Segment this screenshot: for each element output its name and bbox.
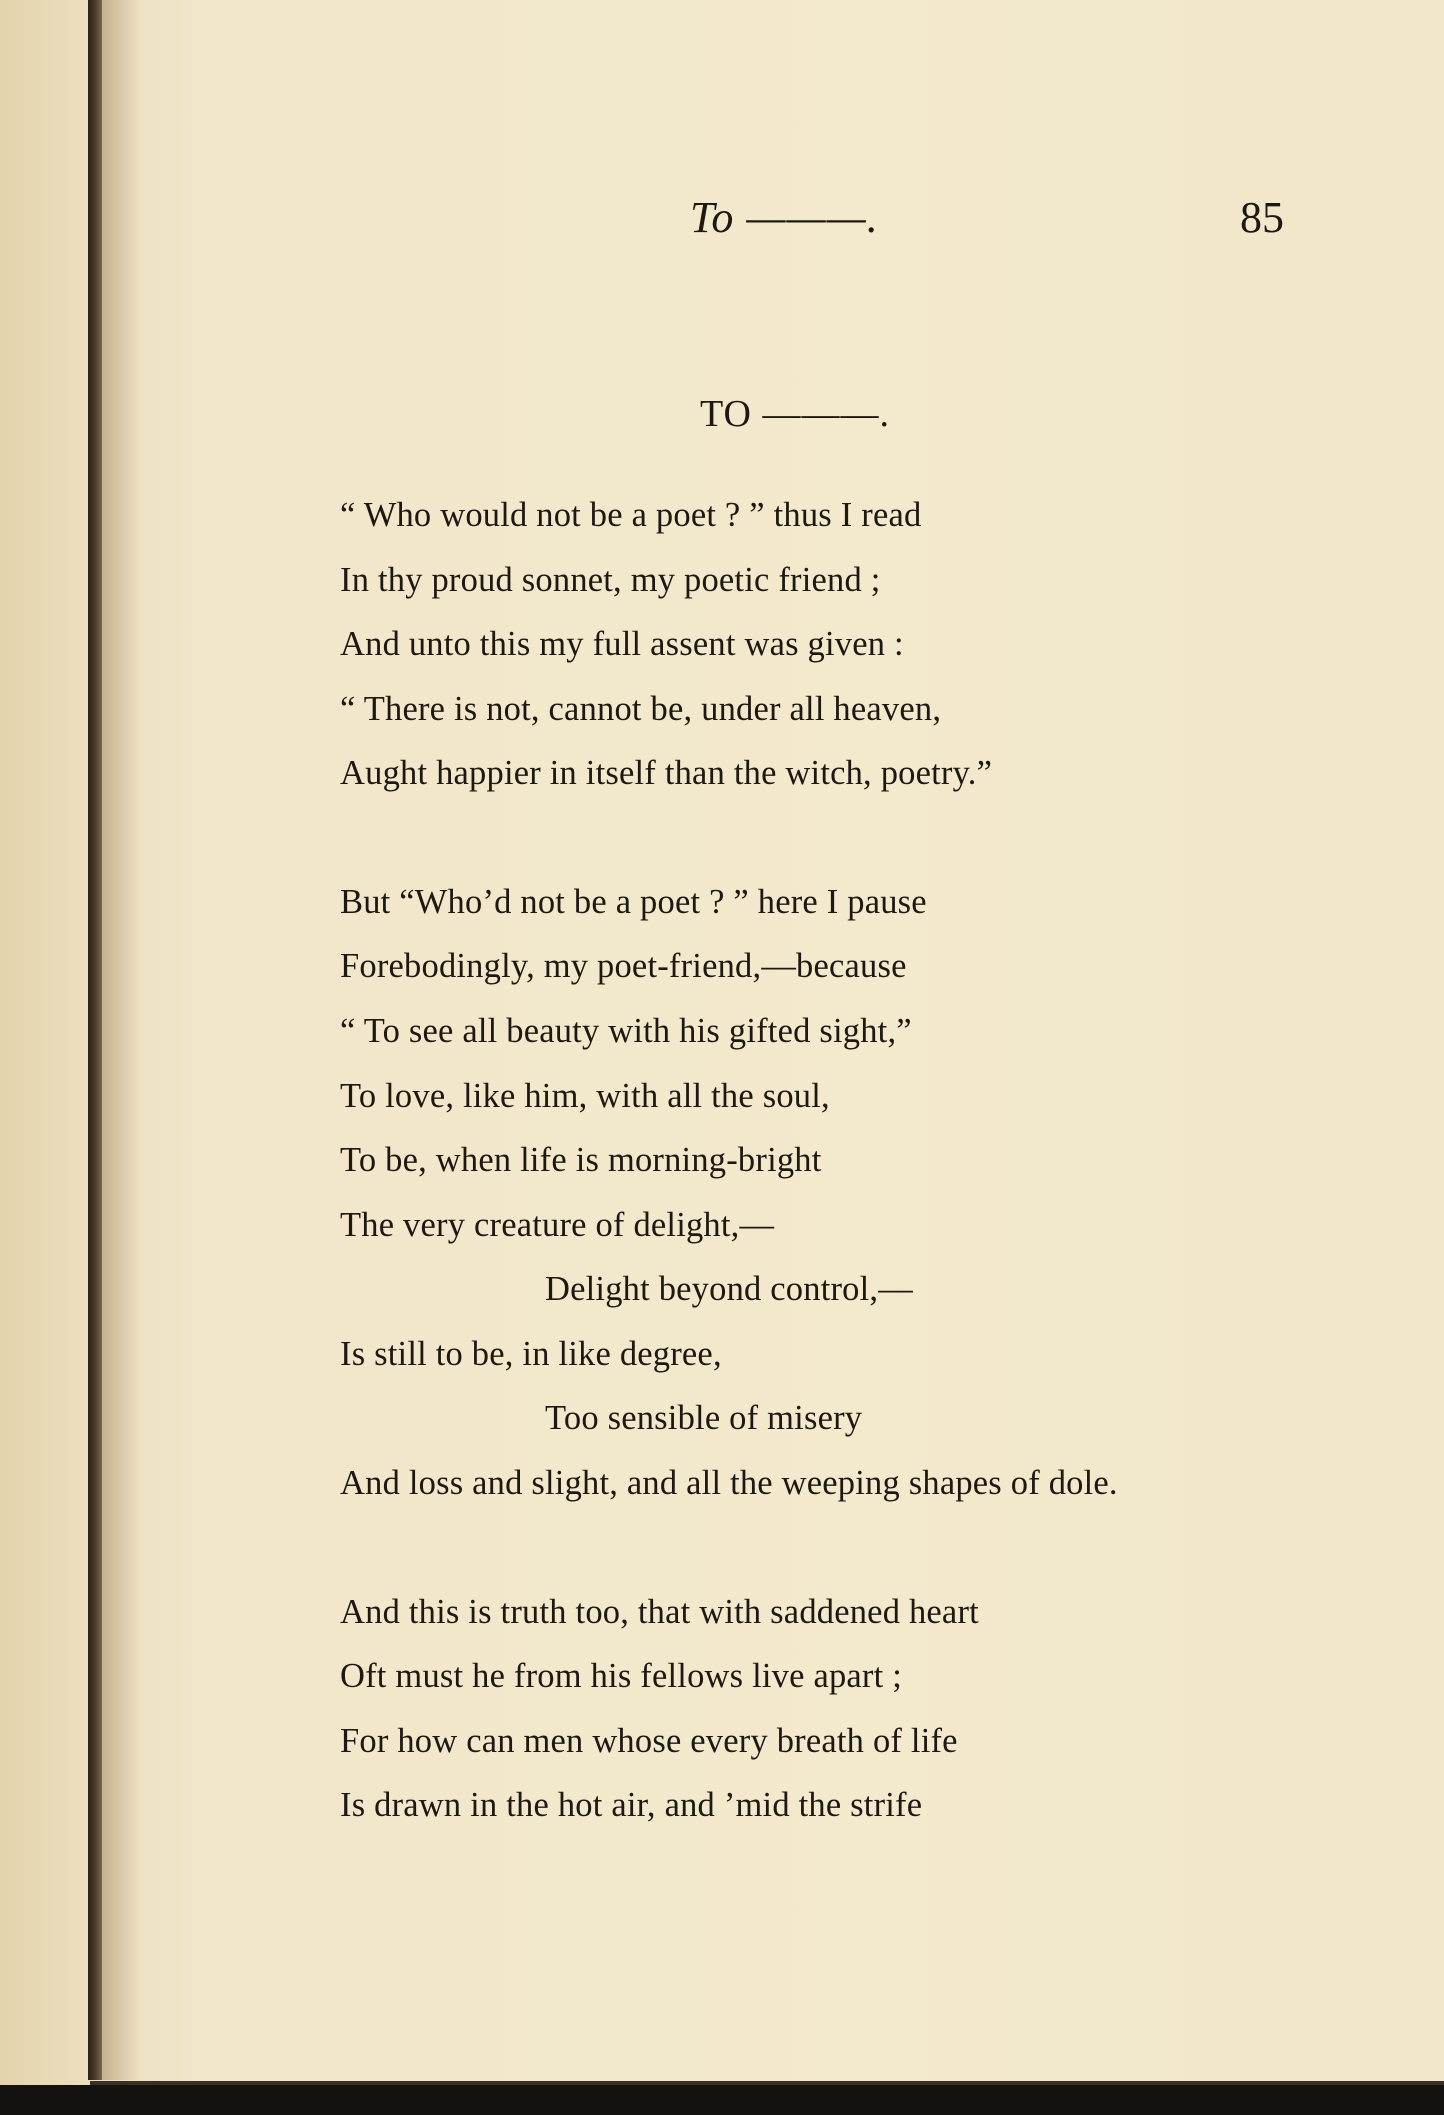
gutter-shadow: [102, 0, 142, 2080]
poem-line: “ To see all beauty with his gifted sight,”: [340, 1012, 912, 1050]
poem-line: Is drawn in the hot air, and ’mid the strife: [340, 1786, 923, 1824]
poem-line: To be, when life is morning-bright: [340, 1141, 822, 1179]
book-spine: [88, 0, 102, 2080]
poem-line: Forebodingly, my poet-friend,—because: [340, 947, 907, 985]
poem-line: Aught happier in itself than the witch, poetry.”: [340, 754, 993, 792]
page-number: 85: [1240, 193, 1284, 242]
poem-line: To love, like him, with all the soul,: [340, 1077, 830, 1115]
poem-line: And loss and slight, and all the weeping shapes of dole.: [340, 1464, 1118, 1502]
poem-line: Oft must he from his fellows live apart ;: [340, 1657, 903, 1695]
poem-line: In thy proud sonnet, my poetic friend ;: [340, 561, 881, 599]
poem-line: Delight beyond control,—: [545, 1270, 913, 1308]
poem-line: For how can men whose every breath of life: [340, 1722, 958, 1760]
poem-line: “ Who would not be a poet ? ” thus I read: [340, 496, 922, 534]
poem-line: “ There is not, cannot be, under all heaven,: [340, 690, 942, 728]
poem-title: TO ———.: [700, 393, 890, 435]
poem-line: But “Who’d not be a poet ? ” here I pause: [340, 883, 927, 921]
poem-line: Is still to be, in like degree,: [340, 1335, 722, 1373]
poem-line: The very creature of delight,—: [340, 1206, 775, 1244]
poem-line: And this is truth too, that with saddened heart: [340, 1593, 979, 1631]
scan-bottom-edge: [0, 2085, 1444, 2115]
running-head: To ———.: [690, 193, 879, 242]
poem-line: Too sensible of misery: [545, 1399, 863, 1437]
poem-line: And unto this my full assent was given :: [340, 625, 904, 663]
